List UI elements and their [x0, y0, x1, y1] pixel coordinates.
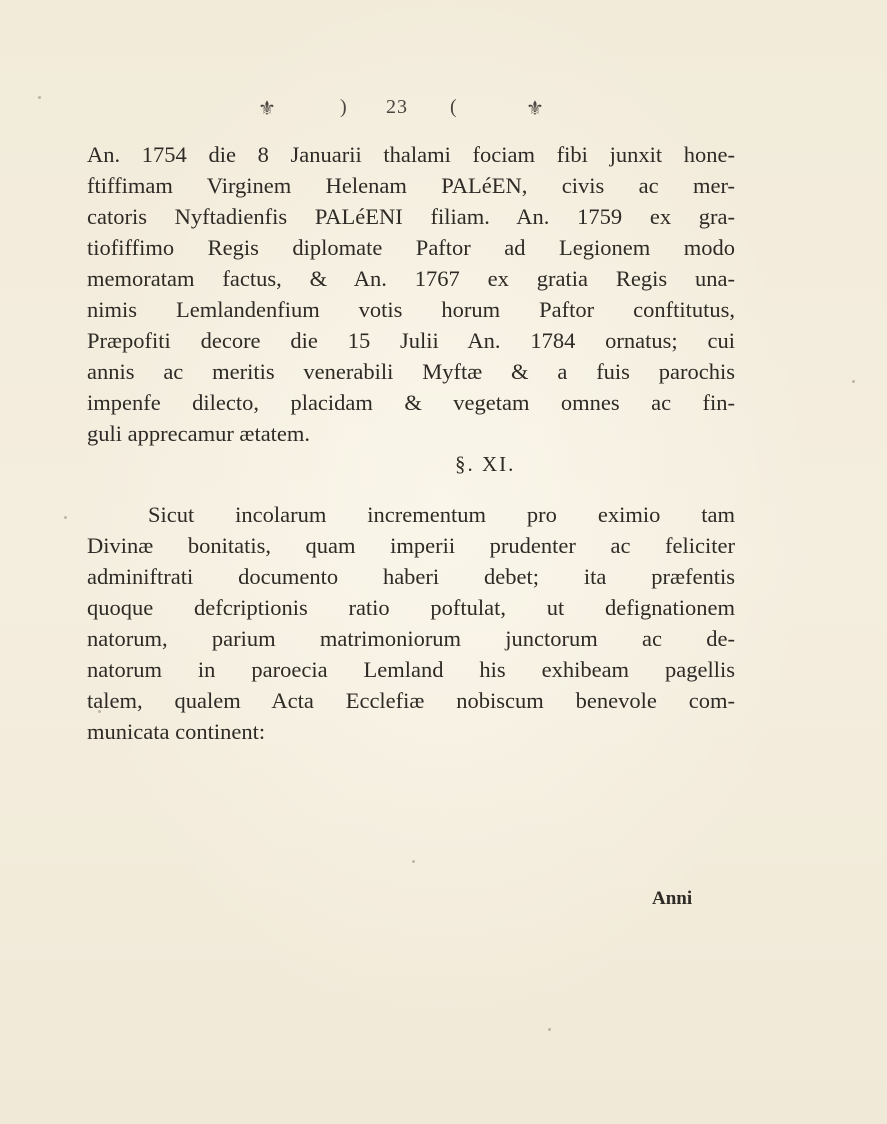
fleuron-ornament-right: ⚜ [526, 98, 544, 120]
paper-speck [64, 516, 67, 519]
text-line: ftiffimam Virginem Helenam PALéEN, civis ac mer- [87, 173, 735, 198]
text-line: catoris Nyftadienfis PALéENI filiam. An. 1759 ex gra- [87, 204, 735, 229]
fleuron-ornament-left: ⚜ [258, 98, 276, 120]
paper-speck [38, 96, 41, 99]
text-line: quoque defcriptionis ratio poftulat, ut defignationem [87, 595, 735, 620]
text-line: impenfe dilecto, placidam & vegetam omnes ac fin- [87, 390, 735, 415]
paper-speck [852, 380, 855, 383]
page-header [250, 96, 590, 126]
text-line: nimis Lemlandenfium votis horum Paftor conftitutus, [87, 297, 735, 322]
text-line: Præpofiti decore die 15 Julii An. 1784 ornatus; cui [87, 328, 735, 353]
text-line: natorum in paroecia Lemland his exhibeam pagellis [87, 657, 735, 682]
text-line: An. 1754 die 8 Januarii thalami fociam fibi junxit hone- [87, 142, 735, 167]
text-line: memoratam factus, & An. 1767 ex gratia Regis una- [87, 266, 735, 291]
text-line: adminiftrati documento haberi debet; ita præfentis [87, 564, 735, 589]
paper-speck [548, 1028, 551, 1031]
text-line: talem, qualem Acta Ecclefiæ nobiscum benevole com- [87, 688, 735, 713]
text-line-indented: Sicut incolarum incrementum pro eximio tam [148, 502, 735, 527]
text-line: Divinæ bonitatis, quam imperii prudenter ac feliciter [87, 533, 735, 558]
text-line-last: guli apprecamur ætatem. [87, 421, 311, 446]
paper-speck [412, 860, 415, 863]
text-line: natorum, parium matrimoniorum junctorum ac de- [87, 626, 735, 651]
catchword: Anni [652, 888, 693, 909]
text-line: annis ac meritis venerabili Myftæ & a fuis parochis [87, 359, 735, 384]
text-line: tiofiffimo Regis diplomate Paftor ad Legionem modo [87, 235, 735, 260]
section-heading: §. XI. [455, 452, 516, 476]
text-line-last: municata continent: [87, 719, 266, 744]
header-parenthesis-right: ( [450, 96, 457, 118]
page-number: 23 [386, 96, 408, 118]
header-parenthesis-left: ) [340, 96, 347, 118]
paper-speck [98, 710, 101, 713]
